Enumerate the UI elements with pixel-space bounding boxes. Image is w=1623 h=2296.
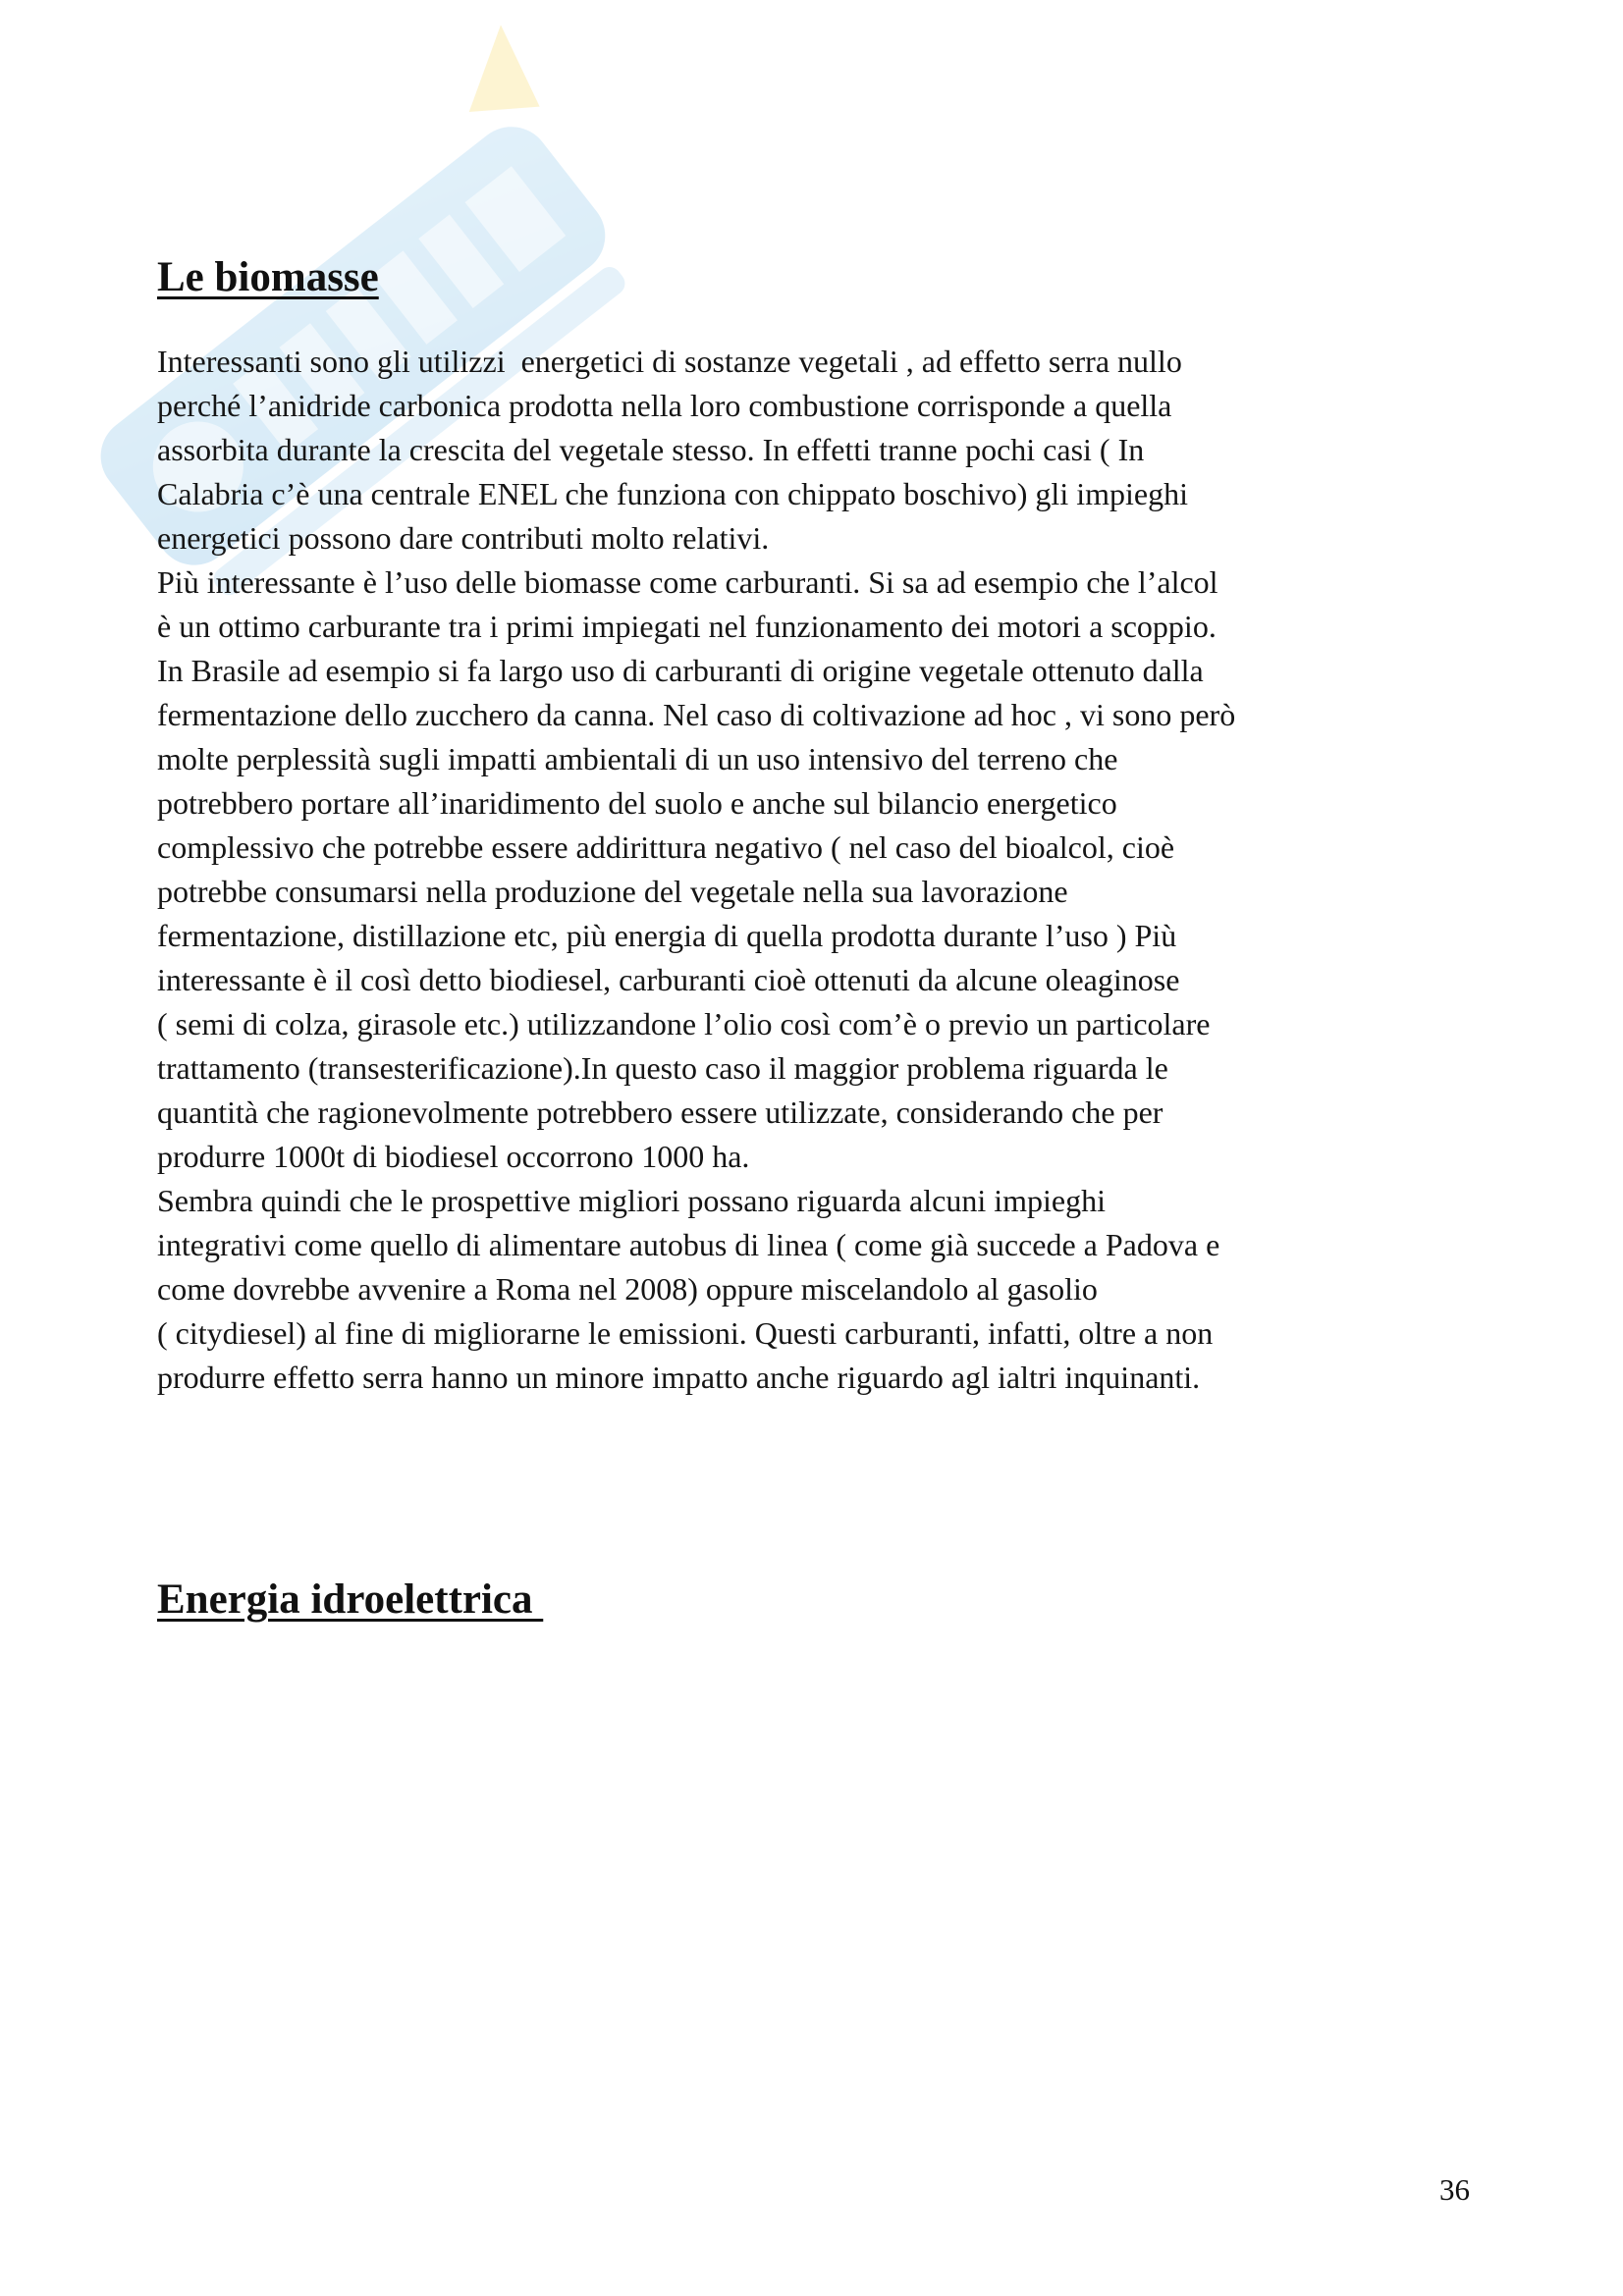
- text-line: produrre 1000t di biodiesel occorrono 1000 ha.: [157, 1139, 750, 1174]
- text-line: integrativi come quello di alimentare autobus di linea ( come già succede a Padova e: [157, 1227, 1220, 1262]
- text-line: assorbita durante la crescita del vegetale stesso. In effetti tranne pochi casi ( In: [157, 432, 1145, 467]
- section-title-biomasse: Le biomasse: [157, 254, 379, 300]
- text-line: trattamento (transesterificazione).In questo caso il maggior problema riguarda le: [157, 1050, 1168, 1086]
- text-line: Sembra quindi che le prospettive migliori possano riguarda alcuni impieghi: [157, 1183, 1106, 1218]
- text-line: ( semi di colza, girasole etc.) utilizzandone l’olio così com’è o previo un particolare: [157, 1006, 1211, 1041]
- text-line: è un ottimo carburante tra i primi impiegati nel funzionamento dei motori a scoppio.: [157, 609, 1217, 644]
- text-line: fermentazione, distillazione etc, più energia di quella prodotta durante l’uso ) Più: [157, 918, 1177, 953]
- text-line: ( citydiesel) al fine di migliorarne le emissioni. Questi carburanti, infatti, oltre a non: [157, 1315, 1214, 1351]
- text-line: potrebbero portare all’inaridimento del suolo e anche sul bilancio energetico: [157, 785, 1117, 821]
- section-title-energia-idroelettrica: Energia idroelettrica: [157, 1576, 544, 1623]
- text-line: interessante è il così detto biodiesel, carburanti cioè ottenuti da alcune oleaginose: [157, 962, 1180, 997]
- text-line: Interessanti sono gli utilizzi energetici di sostanze vegetali , ad effetto serra nullo: [157, 344, 1182, 379]
- text-line: In Brasile ad esempio si fa largo uso di carburanti di origine vegetale ottenuto dalla: [157, 653, 1204, 688]
- section-body-biomasse: [157, 340, 1492, 1400]
- text-line: quantità che ragionevolmente potrebbero essere utilizzate, considerando che per: [157, 1095, 1163, 1130]
- page-number: 36: [1439, 2172, 1470, 2207]
- text-line: fermentazione dello zucchero da canna. Nel caso di coltivazione ad hoc , vi sono però: [157, 697, 1236, 732]
- text-line: complessivo che potrebbe essere addirittura negativo ( nel caso del bioalcol, cioè: [157, 829, 1175, 865]
- text-line: produrre effetto serra hanno un minore impatto anche riguardo agl ialtri inquinanti.: [157, 1360, 1201, 1395]
- text-line: Calabria c’è una centrale ENEL che funziona con chippato boschivo) gli impieghi: [157, 476, 1188, 511]
- text-line: energetici possono dare contributi molto relativi.: [157, 520, 770, 556]
- text-line: potrebbe consumarsi nella produzione del vegetale nella sua lavorazione: [157, 874, 1068, 909]
- text-line: perché l’anidride carbonica prodotta nella loro combustione corrisponde a quella: [157, 388, 1172, 423]
- text-line: come dovrebbe avvenire a Roma nel 2008) oppure miscelandolo al gasolio: [157, 1271, 1098, 1307]
- text-line: Più interessante è l’uso delle biomasse come carburanti. Si sa ad esempio che l’alcol: [157, 564, 1218, 600]
- text-line: molte perplessità sugli impatti ambientali di un uso intensivo del terreno che: [157, 741, 1118, 776]
